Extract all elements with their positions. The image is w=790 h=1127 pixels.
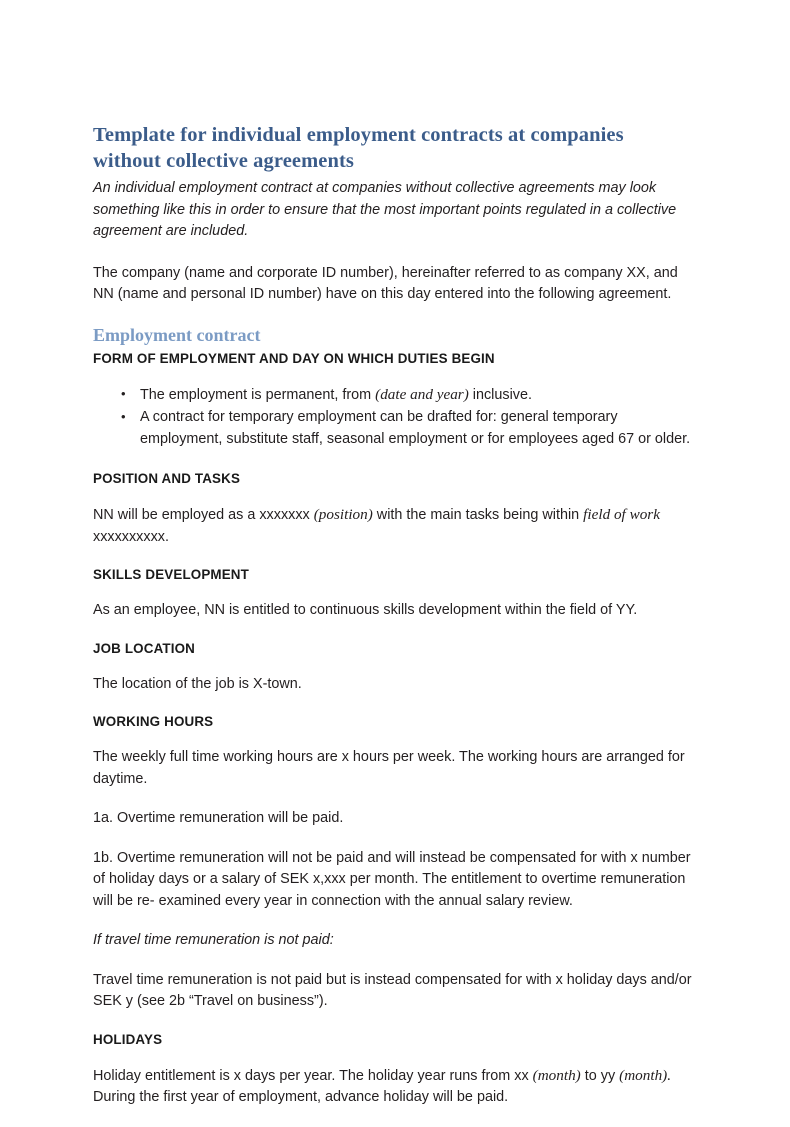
heading-working-hours: WORKING HOURS <box>93 714 214 729</box>
position-text-3: xxxxxxxxxx. <box>93 528 169 545</box>
position-placeholder-2: field of work <box>583 506 660 523</box>
list-item <box>93 384 694 407</box>
list-item <box>93 407 694 450</box>
section-subtitle-employment-contract: Employment contract <box>93 324 261 345</box>
holidays-placeholder-2: (month). <box>619 1066 672 1084</box>
preamble-paragraph: The company (name and corporate ID number), hereinafter referred to as company XX, and NN (name and personal ID number) have on this day entered into the following agreement. <box>93 264 678 302</box>
page-title: Template for individual employment contracts at companies without collective agreements <box>93 124 624 172</box>
heading-position-and-tasks: POSITION AND TASKS <box>93 471 241 486</box>
holidays-placeholder-1: (month) <box>532 1066 581 1084</box>
bullet-text-after: inclusive. <box>468 386 532 403</box>
document-content <box>93 122 694 1127</box>
position-text-2: with the main tasks being within <box>372 507 584 523</box>
heading-holidays: HOLIDAYS <box>93 1031 163 1047</box>
holidays-text-3: During the first year of employment, advance holiday will be paid. <box>93 1089 509 1105</box>
job-location-paragraph: The location of the job is X-town. <box>93 675 302 692</box>
position-text-1: NN will be employed as a xxxxxxx <box>93 507 314 523</box>
overtime-paragraph-1a: 1a. Overtime remuneration will be paid. <box>93 810 344 826</box>
intro-paragraph: An individual employment contract at companies without collective agreements may look something like this in order to ensure that the most important points regulated in a collective agreement are included. <box>93 180 677 239</box>
bullet-placeholder: (date and year) <box>375 385 469 403</box>
position-and-tasks-paragraph <box>93 504 694 548</box>
heading-form-of-employment: FORM OF EMPLOYMENT AND DAY ON WHICH DUTIES BEGIN <box>93 350 495 366</box>
holidays-text-2: to yy <box>580 1067 620 1084</box>
holidays-paragraph <box>93 1065 694 1109</box>
holidays-text-1: Holiday entitlement is x days per year. The holiday year runs from xx <box>93 1067 533 1084</box>
overtime-paragraph-1b: 1b. Overtime remuneration will not be paid and will instead be compensated for with x number of holiday days or a salary of SEK x,xxx per month. The entitlement to overtime remuneration will be re- examined every year in connection with the annual salary review. <box>93 849 691 909</box>
bullet-text-before: The employment is permanent, from <box>140 386 376 403</box>
travel-time-lead-in: If travel time remuneration is not paid: <box>93 932 334 948</box>
heading-job-location: JOB LOCATION <box>93 640 195 656</box>
heading-skills-development: SKILLS DEVELOPMENT <box>93 567 249 582</box>
skills-development-paragraph: As an employee, NN is entitled to continuous skills development within the field of YY. <box>93 602 638 618</box>
working-hours-paragraph: The weekly full time working hours are x hours per week. The working hours are arranged for daytime. <box>93 749 685 787</box>
form-of-employment-bullets <box>93 384 694 451</box>
bullet-text-before: A contract for temporary employment can be drafted for: general temporary employment, substitute staff, seasonal employment or for employees aged 67 or older. <box>140 409 691 447</box>
travel-time-paragraph: Travel time remuneration is not paid but is instead compensated for with x holiday days and/or SEK y (see 2b “Travel on business”). <box>93 971 692 1009</box>
position-placeholder-1: (position) <box>313 506 373 523</box>
